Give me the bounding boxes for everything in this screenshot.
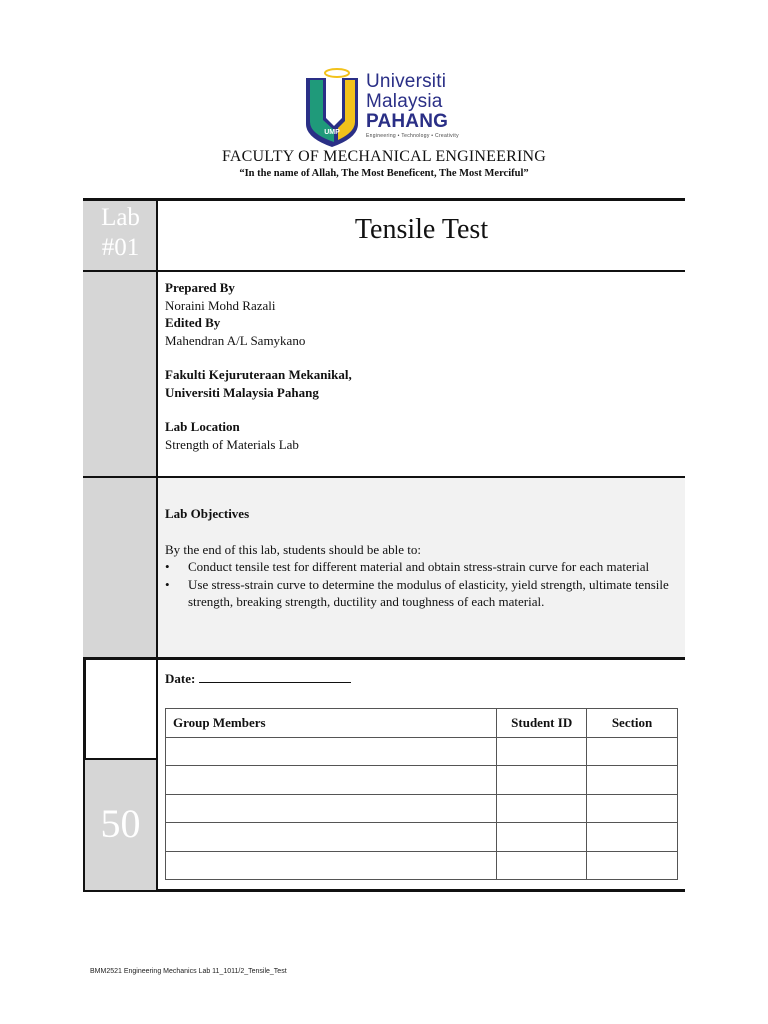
edited-by-label: Edited By xyxy=(165,315,221,330)
objectives-list xyxy=(165,558,680,611)
objectives-rule xyxy=(83,657,685,660)
date-label: Date: xyxy=(165,671,196,686)
faculty-line-1: Fakulti Kejuruteraan Mekanikal, xyxy=(165,367,352,382)
info-rule xyxy=(83,476,685,478)
university-logo xyxy=(304,68,474,148)
date-field[interactable] xyxy=(165,671,351,687)
table-row xyxy=(166,851,678,880)
header-group-members: Group Members xyxy=(166,709,497,738)
prepared-by-value: Noraini Mohd Razali xyxy=(165,297,276,313)
logo-line-1: Universiti xyxy=(366,71,447,92)
lab-number xyxy=(83,203,158,263)
section-cell[interactable] xyxy=(587,737,678,766)
student-id-cell[interactable] xyxy=(497,737,587,766)
lab-objectives xyxy=(165,505,680,611)
location-value: Strength of Materials Lab xyxy=(165,436,299,452)
lab-title: Tensile Test xyxy=(354,214,489,245)
student-id-cell[interactable] xyxy=(497,851,587,880)
member-name-cell[interactable] xyxy=(166,737,497,766)
student-id-cell[interactable] xyxy=(497,794,587,823)
table-row xyxy=(166,737,678,766)
table-header-row xyxy=(166,709,678,738)
top-rule xyxy=(83,198,685,201)
header-student-id: Student ID xyxy=(497,709,587,738)
member-name-cell[interactable] xyxy=(166,823,497,852)
group-members-table xyxy=(165,708,678,880)
logo-tagline: Engineering • Technology • Creativity xyxy=(366,133,459,139)
date-blank[interactable] xyxy=(199,671,351,683)
student-id-cell[interactable] xyxy=(497,766,587,795)
section-cell[interactable] xyxy=(587,823,678,852)
logo-line-2: Malaysia xyxy=(366,91,443,112)
member-name-cell[interactable] xyxy=(166,794,497,823)
bottom-rule xyxy=(83,889,685,892)
lab-info xyxy=(165,279,352,453)
title-rule xyxy=(83,270,685,272)
edited-by-value: Mahendran A/L Samykano xyxy=(165,332,306,348)
location-label: Lab Location xyxy=(165,419,240,434)
lab-label-line2: #01 xyxy=(101,234,140,261)
side-column xyxy=(83,200,158,657)
student-id-cell[interactable] xyxy=(497,823,587,852)
faculty-heading: FACULTY OF MECHANICAL ENGINEERING xyxy=(221,148,547,165)
table-row xyxy=(166,823,678,852)
objectives-intro: By the end of this lab, students should be able to: xyxy=(165,541,421,557)
logo-wordmark xyxy=(366,72,459,139)
lab-label-line1: Lab xyxy=(101,204,140,231)
column-divider xyxy=(156,200,158,890)
header-section: Section xyxy=(587,709,678,738)
prepared-by-label: Prepared By xyxy=(165,280,235,295)
table-row xyxy=(166,794,678,823)
member-name-cell[interactable] xyxy=(166,851,497,880)
objective-item: • Use stress-strain curve to determine the modulus of elasticity, yield strength, ultimate tensile strength, breaking strength, ductility and toughness of each material. xyxy=(165,576,680,611)
faculty-line-2: Universiti Malaysia Pahang xyxy=(165,384,319,400)
objectives-heading: Lab Objectives xyxy=(165,506,250,521)
section-cell[interactable] xyxy=(587,766,678,795)
logo-badge: UMP xyxy=(324,129,340,136)
section-cell[interactable] xyxy=(587,851,678,880)
score-value: 50 xyxy=(100,801,141,846)
member-name-cell[interactable] xyxy=(166,766,497,795)
ump-shield-icon xyxy=(304,68,362,148)
objective-item: • Conduct tensile test for different material and obtain stress-strain curve for each material xyxy=(165,558,680,576)
footer-text: BMM2521 Engineering Mechanics Lab 11_1011/2_Tensile_Test xyxy=(90,968,287,975)
table-row xyxy=(166,766,678,795)
section-cell[interactable] xyxy=(587,794,678,823)
logo-line-3: PAHANG xyxy=(366,111,449,132)
motto: “In the name of Allah, The Most Beneficent, The Most Merciful” xyxy=(239,168,529,179)
